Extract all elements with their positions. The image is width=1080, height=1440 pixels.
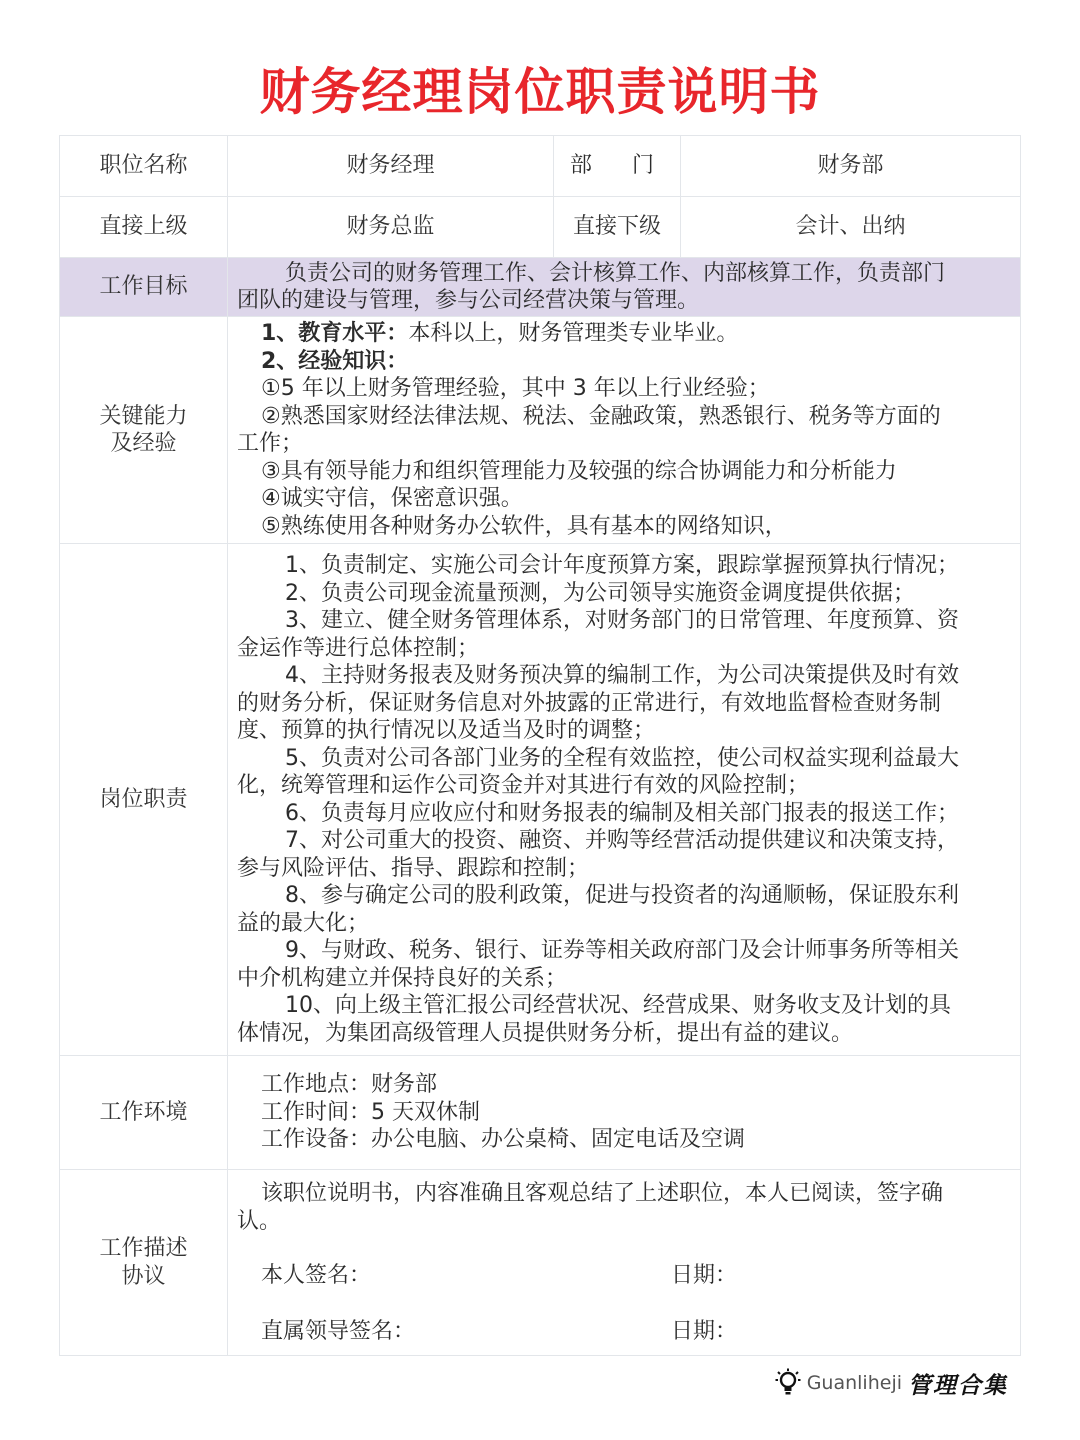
ability-item: ④诚实守信，保密意识强。: [261, 486, 523, 511]
duty-line: 1、负责制定、实施公司会计年度预算方案，跟踪掌握预算执行情况；: [285, 553, 959, 578]
ability-label: [60, 317, 228, 544]
row-agreement: [60, 1170, 1021, 1356]
ability-label-2: 及经验: [110, 431, 177, 456]
duty-line: 8、参与确定公司的股利政策，促进与投资者的沟通顺畅，保证股东利: [285, 883, 959, 908]
agreement-label: [60, 1170, 228, 1356]
duty-line: 参与风险评估、指导、跟踪和控制；: [237, 855, 590, 881]
self-date-label: 日期：: [671, 1263, 738, 1288]
footer-brand: [775, 1367, 1008, 1399]
brand-english: Guanliheji: [806, 1372, 902, 1394]
duty-line: 2、负责公司现金流量预测，为公司领导实施资金调度提供依据；: [285, 580, 915, 606]
row-goal: [60, 258, 1021, 317]
leader-date-label: 日期：: [671, 1318, 738, 1344]
department-value: 财务部: [681, 136, 1021, 197]
goal-line-2: 团队的建设与管理，参与公司经营决策与管理。: [237, 288, 700, 313]
goal-line-1: 负责公司的财务管理工作、会计核算工作、内部核算工作，负责部门: [285, 260, 946, 286]
self-signature-row: [237, 1262, 1012, 1290]
education-title: 1、教育水平：: [261, 321, 409, 346]
duty-line: 7、对公司重大的投资、融资、并购等经营活动提供建议和决策支持，: [285, 828, 959, 853]
environment-text: [228, 1056, 1021, 1170]
goal-text: [228, 258, 1021, 317]
ability-item: ⑤熟练使用各种财务办公软件，具有基本的网络知识，: [261, 513, 787, 539]
agreement-label-1: 工作描述: [99, 1236, 188, 1261]
position-value: 财务经理: [228, 136, 554, 197]
superior-label: 直接上级: [60, 197, 228, 258]
environment-label: 工作环境: [60, 1056, 228, 1170]
environment-place: 工作地点：财务部: [261, 1072, 438, 1098]
duties-label: 岗位职责: [60, 544, 228, 1056]
agreement-label-2: 协议: [121, 1263, 166, 1289]
duty-line: 10、向上级主管汇报公司经营状况、经营成果、财务收支及计划的具: [285, 993, 951, 1018]
duties-text: [228, 544, 1021, 1056]
superior-value: 财务总监: [228, 197, 554, 258]
duty-line: 6、负责每月应收应付和财务报表的编制及相关部门报表的报送工作；: [285, 800, 959, 826]
experience-title: 2、经验知识：: [261, 348, 409, 374]
position-label: 职位名称: [60, 136, 228, 197]
duty-line: 中介机构建立并保持良好的关系；: [237, 965, 568, 991]
leader-signature-label: 直属领导签名：: [261, 1318, 416, 1344]
agreement-text: [228, 1170, 1021, 1356]
lightbulb-icon: [775, 1368, 801, 1398]
ability-item: ①5 年以上财务管理经验，其中 3 年以上行业经验；: [261, 376, 770, 401]
department-label-a: 部: [570, 153, 593, 179]
subordinate-label: 直接下级: [554, 197, 681, 258]
duty-line: 4、主持财务报表及财务预决算的编制工作，为公司决策提供及时有效: [285, 663, 959, 688]
duty-line: 体情况，为集团高级管理人员提供财务分析，提出有益的建议。: [237, 1020, 854, 1046]
duty-line: 金运作等进行总体控制；: [237, 635, 480, 661]
department-label-b: 门: [631, 153, 654, 179]
ability-text: [228, 317, 1021, 544]
row-position: [60, 136, 1021, 197]
duty-line: 3、建立、健全财务管理体系，对财务部门的日常管理、年度预算、资: [285, 608, 959, 633]
ability-item: ③具有领导能力和组织管理能力及较强的综合协调能力和分析能力: [261, 458, 897, 484]
ability-label-1: 关键能力: [99, 403, 188, 429]
subordinate-value: 会计、出纳: [681, 197, 1021, 258]
duty-line: 5、负责对公司各部门业务的全程有效监控，使公司权益实现利益最大: [285, 745, 959, 771]
brand-chinese: 管理合集: [908, 1371, 1008, 1399]
row-environment: [60, 1056, 1021, 1170]
self-signature-label: 本人签名：: [261, 1263, 372, 1288]
leader-signature-row: [237, 1318, 1012, 1346]
agreement-line-1: 该职位说明书，内容准确且客观总结了上述职位，本人已阅读，签字确: [261, 1181, 944, 1206]
row-reporting: [60, 197, 1021, 258]
department-label: [554, 136, 681, 197]
duty-line: 度、预算的执行情况以及适当及时的调整；: [237, 718, 656, 743]
environment-equipment: 工作设备：办公电脑、办公桌椅、固定电话及空调: [261, 1127, 746, 1153]
duty-line: 益的最大化；: [237, 910, 370, 936]
page-title: 财务经理岗位职责说明书: [259, 63, 821, 121]
education-text: 本科以上，财务管理类专业毕业。: [408, 321, 739, 346]
ability-item: ②熟悉国家财经法律法规、税法、金融政策，熟悉银行、税务等方面的: [261, 403, 941, 429]
duty-line: 化，统筹管理和运作公司资金并对其进行有效的风险控制；: [237, 773, 810, 798]
job-description-table: [59, 135, 1021, 1356]
goal-label: 工作目标: [60, 258, 228, 317]
duty-line: 9、与财政、税务、银行、证券等相关政府部门及会计师事务所等相关: [285, 938, 959, 963]
row-duties: [60, 544, 1021, 1056]
duty-line: 的财务分析，保证财务信息对外披露的正常进行，有效地监督检查财务制: [237, 690, 942, 716]
agreement-line-2: 认。: [237, 1208, 282, 1234]
environment-time: 工作时间：5 天双休制: [261, 1099, 480, 1125]
ability-item: 工作；: [237, 431, 304, 456]
row-ability: [60, 317, 1021, 544]
